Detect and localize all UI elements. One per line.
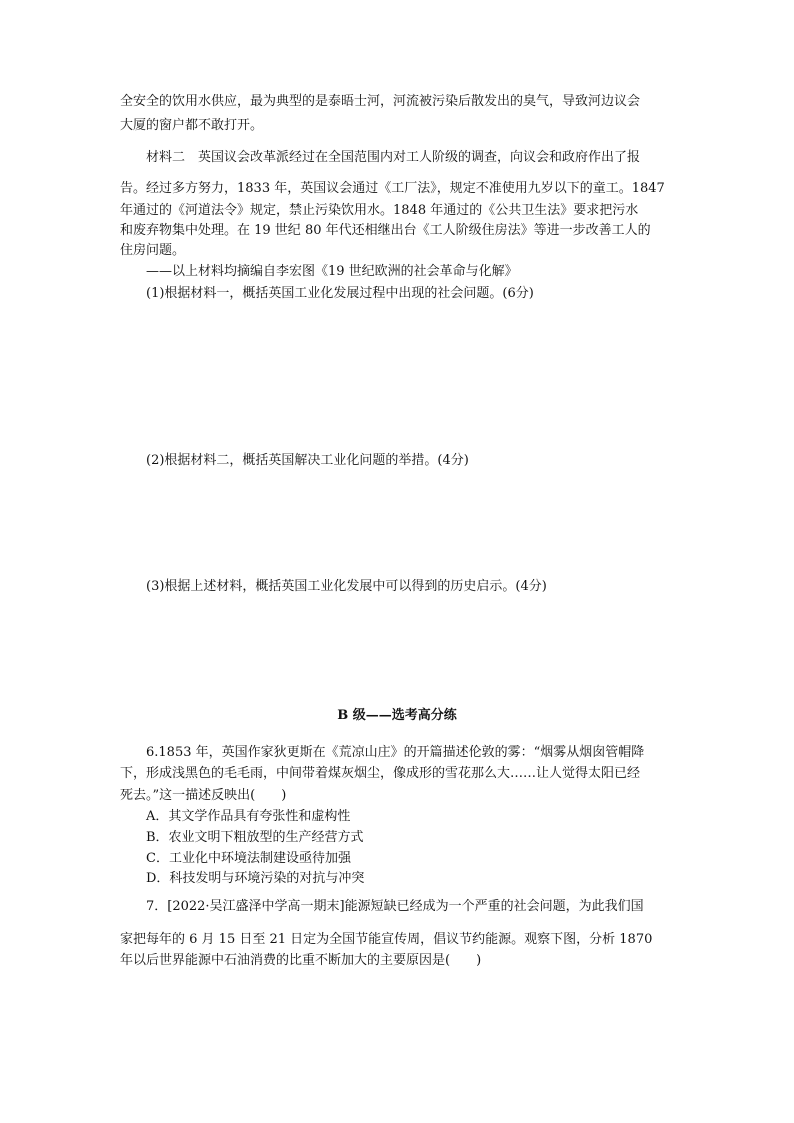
material-line: 告。经过多方努力，1833 年，英国议会通过《工厂法》，规定不准使用九岁以下的童工。1847: [120, 181, 665, 196]
question-7-line: 家把每年的 6 月 15 日至 21 日定为全国节能宣传周，倡议节约能源。观察下图，分析 1870: [120, 932, 653, 947]
question-6-line: 下，形成浅黑色的毛毛雨，中间带着煤灰烟尘，像成形的雪花那么大……让人觉得太阳已经: [120, 766, 641, 781]
question-6-line: 6.1853 年，英国作家狄更斯在《荒凉山庄》的开篇描述伦敦的雾：“烟雾从烟囱管帽降: [146, 745, 645, 760]
material-line: 材料二 英国议会改革派经过在全国范围内对工人阶级的调查，向议会和政府作出了报: [146, 150, 641, 165]
material-line: 和废弃物集中处理。在 19 世纪 80 年代还相继出台《工人阶级住房法》等进一步改善工人的: [120, 223, 651, 238]
question-7-line: 年以后世界能源中石油消费的比重不断加大的主要原因是( ): [120, 953, 482, 968]
question-1: (1)根据材料一，概括英国工业化发展过程中出现的社会问题。(6分): [146, 286, 534, 301]
option-c: C．工业化中环境法制建设亟待加强: [146, 851, 351, 866]
paragraph-line: 全安全的饮用水供应，最为典型的是泰晤士河，河流被污染后散发出的臭气，导致河边议会: [120, 94, 641, 109]
material-line: 年通过的《河道法令》规定，禁止污染饮用水。1848 年通过的《公共卫生法》要求把污水: [120, 203, 639, 218]
material-line: 住房问题。: [120, 243, 186, 258]
question-2: (2)根据材料二，概括英国解决工业化问题的举措。(4分): [146, 453, 469, 468]
question-6-line: 死去。”这一描述反映出( ): [120, 788, 287, 803]
question-3: (3)根据上述材料，概括英国工业化发展中可以得到的历史启示。(4分): [146, 579, 547, 594]
section-title: B 级——选考高分练: [337, 708, 457, 723]
paragraph-line: 大厦的窗户都不敢打开。: [120, 118, 264, 133]
question-7-line: 7．[2022·吴江盛泽中学高一期末]能源短缺已经成为一个严重的社会问题，为此我们国: [146, 899, 644, 914]
option-b: B．农业文明下粗放型的生产经营方式: [146, 830, 364, 845]
option-d: D．科技发明与环境污染的对抗与冲突: [146, 871, 365, 886]
material-source: ——以上材料均摘编自李宏图《19 世纪欧洲的社会革命与化解》: [146, 264, 518, 279]
option-a: A．其文学作品具有夸张性和虚构性: [146, 809, 351, 824]
